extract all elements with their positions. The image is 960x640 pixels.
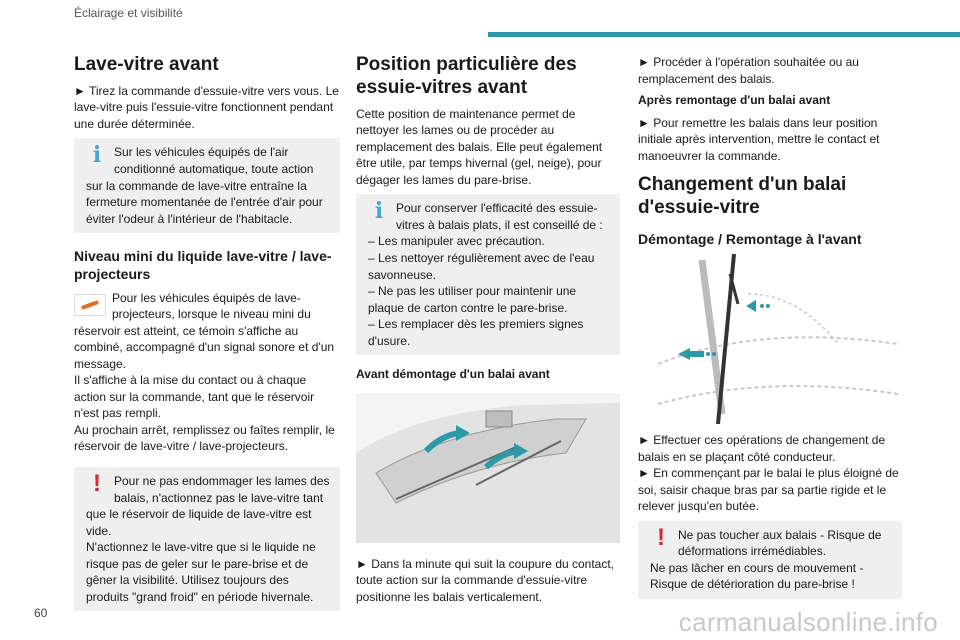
info-item: – Les nettoyer régulièrement avec de l'eau savonneuse. <box>368 250 595 282</box>
info-icon: i <box>374 198 384 225</box>
watermark: carmanualsonline.info <box>678 607 938 637</box>
paragraph: ► Dans la minute qui suit la coupure du contact, toute action sur la commande d'essuie-vitre positionne les balais verticalement. <box>356 556 615 604</box>
accent-bar <box>488 32 960 37</box>
paragraph: Il s'affiche à la mise du contact ou à chaque action sur la commande, tant que le réservoir n'est pas rempli. <box>74 373 315 421</box>
heading-lave-vitre: Lave-vitre avant <box>74 54 219 75</box>
section-header: Éclairage et visibilité <box>74 6 183 20</box>
column-2 <box>356 54 620 611</box>
column-1 <box>74 54 340 621</box>
heading-changement-balai: Changement d'un balai d'essuie-vitre <box>638 174 847 219</box>
warning-text: N'actionnez le lave-vitre que si le liquide ne risque pas de geler sur le pare-brise et de gêner la visibilité. Utilisez toujours des produits "grand froid" en période hivernale. <box>86 540 316 604</box>
paragraph: ► Pour remettre les balais dans leur position initiale après intervention, mettre le contact et manoeuvrer la commande. <box>638 115 880 163</box>
windscreen-illustration <box>356 393 620 543</box>
warning-text: Ne pas toucher aux balais - Risque de déformations irrémédiables. <box>678 527 882 559</box>
warning-text: Ne pas lâcher en cours de mouvement - Risque de détérioration du pare-brise ! <box>650 560 864 592</box>
warning-note <box>638 521 902 599</box>
warning-lamp-text: Pour les véhicules équipés de lave-projecteurs, lorsque le niveau mini du réservoir est atteint, ce témoin s'affiche au combiné, accompagné d'un signal sonore et d'un message. <box>74 290 335 371</box>
column-3 <box>638 54 902 609</box>
paragraph: ► Tirez la commande d'essuie-vitre vers vous. Le lave-vitre puis l'essuie-vitre fonctionnent pendant une durée déterminée. <box>74 83 339 131</box>
wiper-blade-illustration <box>638 254 902 424</box>
paragraph: ► En commençant par le balai le plus éloigné de soi, saisir chaque bras par sa partie rigide et le relever jusqu'en butée. <box>638 466 899 514</box>
info-item: – Les manipuler avec précaution. <box>368 234 545 249</box>
heading-niveau-mini: Niveau mini du liquide lave-vitre / lave-projecteurs <box>74 248 332 283</box>
info-note <box>74 138 340 233</box>
heading-apres-remontage: Après remontage d'un balai avant <box>638 93 831 108</box>
paragraph: ► Procéder à l'opération souhaitée ou au remplacement des balais. <box>638 55 859 86</box>
paragraph: Cette position de maintenance permet de nettoyer les lames ou de procéder au remplacement des balais. Elle peut également être utile, par temps hivernal (gel, neige), pour dégager les lames du pare-brise. <box>356 106 603 187</box>
page-number: 60 <box>34 606 48 620</box>
warning-icon: ! <box>657 523 665 551</box>
warning-icon: ! <box>93 470 101 498</box>
info-item: – Ne pas les utiliser pour maintenir une plaque de carton contre le pare-brise. <box>368 284 577 315</box>
info-note <box>356 194 620 355</box>
paragraph: Au prochain arrêt, remplissez ou faîtes remplir, le réservoir de lave-vitre / lave-projecteurs. <box>74 422 335 454</box>
washer-fluid-warning-icon <box>74 294 106 316</box>
paragraph: ► Effectuer ces opérations de changement de balais en se plaçant côté conducteur. <box>638 433 886 464</box>
heading-demontage-remontage: Démontage / Remontage à l'avant <box>638 230 862 247</box>
heading-avant-demontage: Avant démontage d'un balai avant <box>356 367 550 382</box>
info-item: – Les remplacer dès les premiers signes d'usure. <box>368 317 584 348</box>
warning-text: Pour ne pas endommager les lames des balais, n'actionnez pas le lave-vitre tant que le réservoir de liquide de lave-vitre est vide. <box>86 474 330 538</box>
info-text: Sur les véhicules équipés de l'air conditionné automatique, toute action sur la commande de lave-vitre entraîne la fermeture momentanée de l'entrée d'air pour éviter l'odeur à l'intérieur de l'habitacle. <box>86 145 323 226</box>
info-icon: i <box>92 142 102 169</box>
warning-note <box>74 467 340 611</box>
info-intro: Pour conserver l'efficacité des essuie-vitres à balais plats, il est conseillé de : <box>396 201 603 232</box>
heading-position-particuliere: Position particulière des essuie-vitres avant <box>356 54 577 98</box>
